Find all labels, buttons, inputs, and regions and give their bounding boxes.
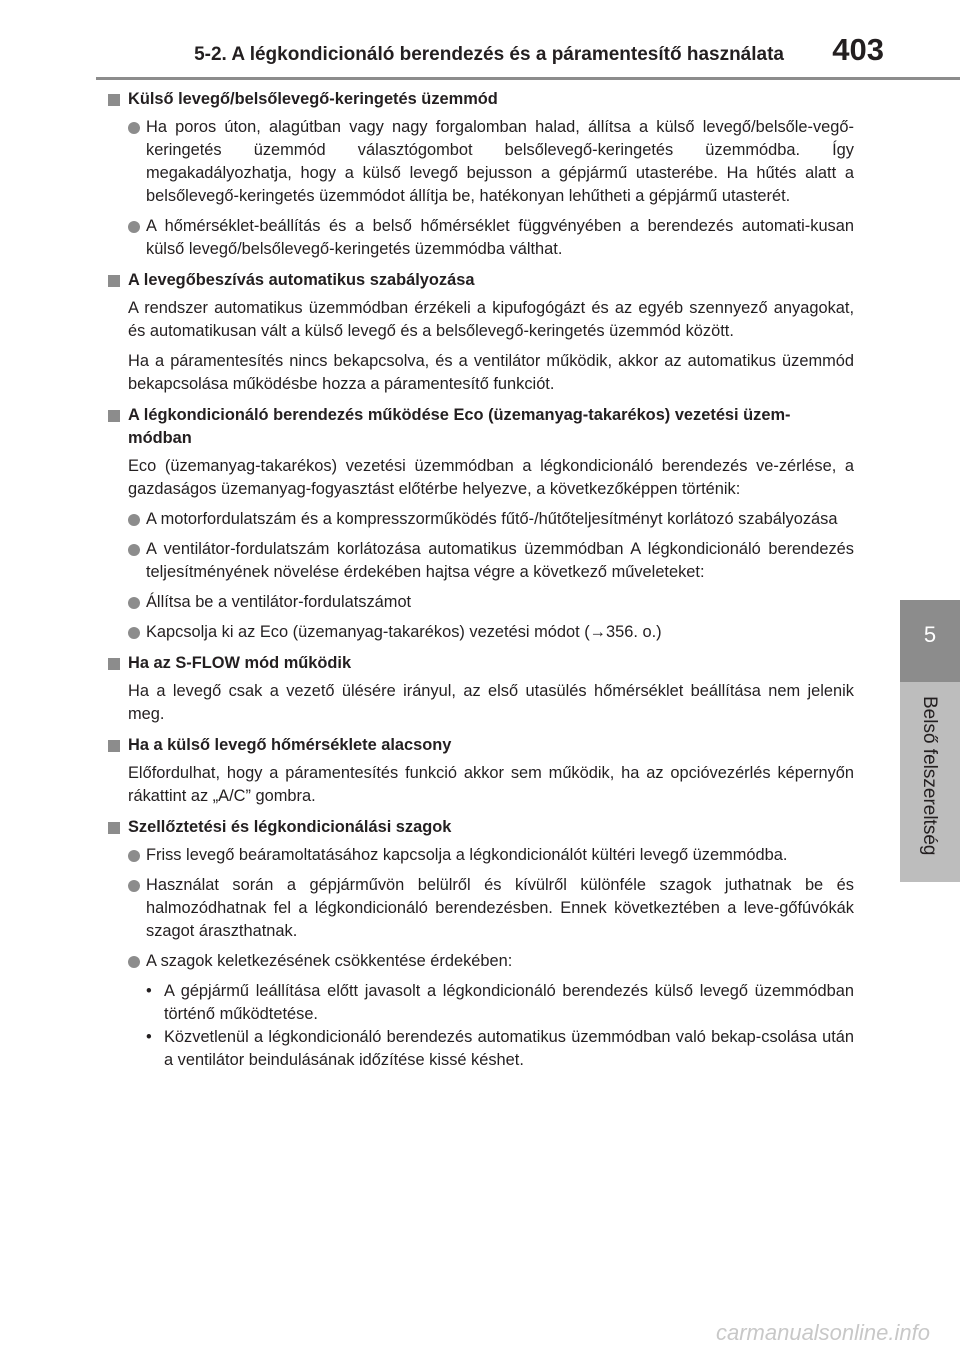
sub-bullet-item [106,980,854,1026]
square-bullet-icon [108,822,120,834]
bullet-text: Állítsa be a ventilátor-fordulatszámot [146,593,412,611]
bullet-text: A hőmérséklet-beállítás és a belső hőmérséklet függvényében a berendezés automati-kusan külső levegő/belsőlevegő-keringetés üzemmódba válthat. [146,217,854,258]
bullet-item [106,591,854,614]
section-heading [106,404,854,450]
section-heading-text: Ha az S-FLOW mód működik [128,654,352,672]
paragraph [106,762,854,808]
bullet-text: Használat során a gépjárművön belülről és kívülről különféle szagok juthatnak be és halmozódhatnak fel a légkondicionáló berendezésben. Ennek következtében a leve-gőfúvókák szagot áraszthatnak. [146,876,854,940]
square-bullet-icon [108,740,120,752]
bullet-text: Friss levegő beáramoltatásához kapcsolja a légkondicionálót kültéri levegő üzemmódba. [146,846,788,864]
sub-bullet-text: Közvetlenül a légkondicionáló berendezés automatikus üzemmódban való bekap-csolása után a ventilátor beindulásának időzítése kissé késhet. [164,1028,854,1069]
round-bullet-icon [128,514,140,526]
round-bullet-icon [128,627,140,639]
square-bullet-icon [108,658,120,670]
sub-bullet-item [106,1026,854,1072]
page-header [0,0,960,80]
section-heading [106,734,854,757]
section-heading-text: A levegőbeszívás automatikus szabályozása [128,271,475,289]
section [106,816,854,1072]
round-bullet-icon [128,956,140,968]
paragraph [106,297,854,343]
section [106,652,854,726]
square-bullet-icon [108,410,120,422]
paragraph-text: Eco (üzemanyag-takarékos) vezetési üzemmódban a légkondicionáló berendezés ve-zérlése, a gazdaságos üzemanyag-fogyasztást előtérbe helyezve, a következőképpen történik: [128,457,854,498]
section [106,404,854,644]
round-bullet-icon [128,850,140,862]
section-heading-text: Ha a külső levegő hőmérséklete alacsony [128,736,452,754]
paragraph-text: Ha a levegő csak a vezető ülésére irányul, az első utasülés hőmérséklet beállítása nem jelenik meg. [128,682,854,723]
bullet-text: A motorfordulatszám és a kompresszorműködés fűtő-/hűtőteljesítményt korlátozó szabályozása [146,510,838,528]
paragraph-text: Ha a páramentesítés nincs bekapcsolva, és a ventilátor működik, akkor az automatikus üzemmód bekapcsolása működésbe hozza a páramentesítő funkciót. [128,352,854,393]
section-heading [106,88,854,111]
bullet-text: Ha poros úton, alagútban vagy nagy forgalomban halad, állítsa a külső levegő/belsőle-vegő-keringetés üzemmód választógombot belsőlevegő-keringetés üzemmódba. Így megakadályozhatja, hogy a külső levegő bejusson a gépjármű utasterébe. Ha hűtés alatt a belsőlevegő-keringetés üzemmódot állítja be, hatékonyan lehűtheti a gépjármű utasterét. [146,118,854,205]
paragraph [106,680,854,726]
section [106,88,854,261]
watermark: carmanualsonline.info [715,1320,930,1345]
section-heading-text: Szellőztetési és légkondicionálási szagok [128,818,452,836]
bullet-item [106,538,854,584]
section-heading [106,816,854,839]
header-rule [96,77,960,80]
section [106,734,854,808]
chapter-title: 5-2. A légkondicionáló berendezés és a páramentesítő használata [194,44,784,65]
section-heading-text: Külső levegő/belsőlevegő-keringetés üzemmód [128,90,498,108]
paragraph-text: A rendszer automatikus üzemmódban érzékeli a kipufogógázt és az egyéb szennyező anyagokat, és automatikusan vált a külső levegő és a belsőlevegő-keringetés üzemmód között. [128,299,854,340]
paragraph [106,455,854,501]
round-bullet-icon [128,597,140,609]
round-bullet-icon [128,544,140,556]
paragraph [106,350,854,396]
chapter-tab-number: 5 [923,622,937,647]
bullet-item [106,950,854,973]
bullet-text: A szagok keletkezésének csökkentése érdekében: [146,952,513,970]
bullet-text: A ventilátor-fordulatszám korlátozása automatikus üzemmódban A légkondicionáló berendezés teljesítményének növelése érdekében hajtsa végre a következő műveleteket: [146,540,854,581]
page-content [106,88,854,1080]
section-heading [106,652,854,675]
bullet-item [106,116,854,208]
sub-bullet-mark: • [146,1028,152,1046]
round-bullet-icon [128,221,140,233]
round-bullet-icon [128,122,140,134]
bullet-item [106,874,854,943]
chapter-tab-label: Belső felszereltség [919,696,940,856]
section [106,269,854,396]
square-bullet-icon [108,275,120,287]
sub-bullet-mark: • [146,982,152,1000]
bullet-item [106,621,854,644]
square-bullet-icon [108,94,120,106]
bullet-item [106,508,854,531]
round-bullet-icon [128,880,140,892]
bullet-text: Kapcsolja ki az Eco (üzemanyag-takarékos) vezetési módot (→356. o.) [146,623,662,641]
sub-bullet-text: A gépjármű leállítása előtt javasolt a légkondicionáló berendezés külső levegő üzemmódban történő működtetése. [164,982,854,1023]
page-number: 403 [832,32,884,67]
section-heading [106,269,854,292]
bullet-item [106,215,854,261]
paragraph-text: Előfordulhat, hogy a páramentesítés funkció akkor sem működik, ha az opcióvezérlés képernyőn rákattint az „A/C” gombra. [128,764,854,805]
section-heading-text: A légkondicionáló berendezés működése Eco (üzemanyag-takarékos) vezetési üzem-módban [128,406,791,447]
bullet-item [106,844,854,867]
